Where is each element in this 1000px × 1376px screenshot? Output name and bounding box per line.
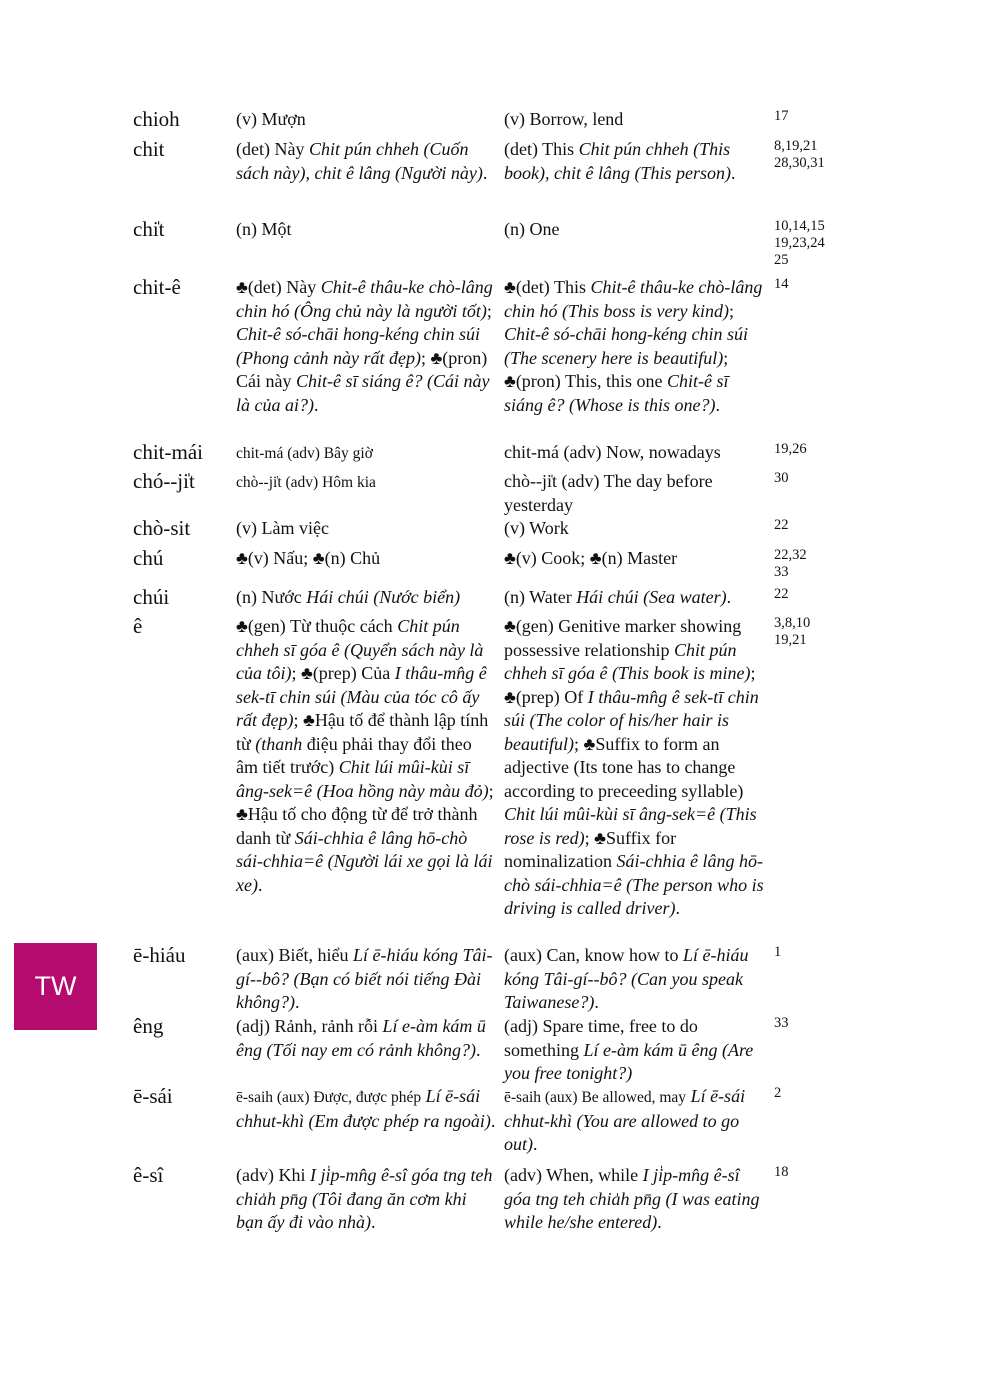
definition-text: ; ♣Hậu tố để thành lập tính từ xyxy=(236,710,489,754)
definition-text: (adj) Rảnh, rảnh rỗi xyxy=(236,1016,383,1036)
example-text: Sái-chhia ê lâng hō-chò sái-chhia=ê (Người lái xe gọi là lái xe) xyxy=(236,827,493,895)
entry-english-definition xyxy=(504,1164,770,1235)
definition-text: . xyxy=(314,394,319,415)
entry-lesson-references: 3,8,10 19,21 xyxy=(774,615,811,648)
definition-text: ; ♣(pron) Cái này xyxy=(236,347,488,391)
definition-text: (adv) When, while xyxy=(504,1165,643,1185)
definition-text: chò--ji̍t (adv) The day before yesterday xyxy=(504,471,713,515)
entry-lesson-references: 8,19,21 28,30,31 xyxy=(774,138,825,171)
entry-headword: ê-sî xyxy=(133,1163,164,1187)
definition-text: ; ♣(prep) Của xyxy=(291,663,395,683)
definition-text: ♣(v) Cook; ♣(n) Master xyxy=(504,548,678,568)
example-text: Lí e-àm kám ū êng (Tối nay em có rảnh không?) xyxy=(236,1016,486,1060)
example-text: (thanh xyxy=(255,733,303,754)
entry-vietnamese-definition xyxy=(236,108,498,132)
entry-lesson-references: 22,32 33 xyxy=(774,547,807,580)
example-text: Chit lúi mûi-kùi sī âng-sek=ê (This rose is red) xyxy=(504,804,757,848)
entry-lesson-references: 22 xyxy=(774,517,789,533)
definition-text: ♣(gen) Từ thuộc cách xyxy=(236,616,398,636)
entry-headword: ē-sái xyxy=(133,1084,173,1108)
entry-vietnamese-definition xyxy=(236,218,498,242)
example-text: Chit-ê só-chāi hong-kéng chin súi (Phong cảnh này rất đẹp) xyxy=(236,324,480,368)
example-text: Hái chúi (Sea water) xyxy=(576,587,727,607)
definition-text: (v) Làm việc xyxy=(236,518,329,538)
example-text: Chit-ê sī siáng ê? (Whose is this one?) xyxy=(504,371,729,415)
example-text: Lí ē-hiáu kóng Tâi-gí--bô? (Bạn có biết nói tiếng Đài không?) xyxy=(236,945,493,1012)
entry-headword: ê xyxy=(133,614,143,638)
definition-text: (n) One xyxy=(504,219,560,239)
entry-english-definition xyxy=(504,276,770,417)
entry-lesson-references: 33 xyxy=(774,1015,789,1031)
entry-vietnamese-definition xyxy=(236,138,498,185)
entry-headword: ē-hiáu xyxy=(133,943,186,967)
definition-text: chit-má (adv) Now, nowadays xyxy=(504,442,721,462)
entry-lesson-references: 19,26 xyxy=(774,441,807,457)
entry-vietnamese-definition xyxy=(236,276,498,417)
entry-headword: chioh xyxy=(133,107,180,131)
entry-lesson-references: 30 xyxy=(774,470,789,486)
definition-text: ♣(v) Nấu; ♣(n) Chủ xyxy=(236,548,381,568)
entry-english-definition xyxy=(504,586,770,610)
entry-lesson-references: 17 xyxy=(774,108,789,124)
entry-lesson-references: 2 xyxy=(774,1085,782,1101)
entry-headword: chó--ji̍t xyxy=(133,469,195,493)
example-text: I thâu-mn̂g ê sek-tī chin súi (Màu của tóc cô ấy rất đẹp) xyxy=(236,663,487,730)
entry-headword: chit xyxy=(133,137,165,161)
definition-text: ; ♣Hậu tố cho động từ để trở thành danh từ xyxy=(236,780,494,848)
definition-text: ; xyxy=(486,300,492,321)
entry-vietnamese-definition xyxy=(236,1164,498,1235)
definition-text: chit-má (adv) Bây giờ xyxy=(236,445,373,462)
definition-text: . xyxy=(475,1039,481,1060)
definition-text: (det) This xyxy=(504,139,579,159)
example-text: Chit lúi mûi-kùi sī âng-sek=ê (Hoa hồng này màu đỏ) xyxy=(236,757,489,801)
entry-vietnamese-definition xyxy=(236,547,498,571)
example-text: Lí ē-sái chhut-khì (Em được phép ra ngoài) xyxy=(236,1086,491,1131)
definition-text: ; ♣(prep) Of xyxy=(504,663,756,707)
definition-text: . xyxy=(657,1212,662,1232)
example-text: Lí e-àm kám ū êng (Are you free tonight?) xyxy=(504,1039,754,1083)
example-text: Chit pún chheh sī góa ê (This book is mine) xyxy=(504,639,751,683)
example-text: I ji̍p-mn̂g ê-sî góa tng teh chia̍h pn̄g (Tôi đang ăn cơm khi bạn ấy đi vào nhà) xyxy=(236,1165,493,1232)
definition-text: . xyxy=(675,898,680,918)
entry-english-definition xyxy=(504,1085,770,1157)
example-text: Chit-ê thâu-ke chò-lâng chin hó (Ông chủ này là người tốt) xyxy=(236,277,493,321)
definition-text: . xyxy=(533,1134,538,1154)
entry-english-definition xyxy=(504,470,770,517)
definition-text: ♣(gen) Genitive marker showing possessive relationship xyxy=(504,616,742,660)
definition-text: ; xyxy=(728,300,734,321)
entry-english-definition xyxy=(504,441,770,465)
entry-english-definition xyxy=(504,138,770,185)
entry-english-definition xyxy=(504,944,770,1015)
entry-vietnamese-definition xyxy=(236,517,498,541)
entry-english-definition xyxy=(504,615,770,921)
entry-lesson-references: 22 xyxy=(774,586,789,602)
entry-vietnamese-definition xyxy=(236,470,498,495)
definition-text: ē-saih (aux) Be allowed, may xyxy=(504,1089,687,1106)
definition-text: (v) Borrow, lend xyxy=(504,109,624,129)
definition-text: (n) Một xyxy=(236,219,292,239)
entry-english-definition xyxy=(504,108,770,132)
entry-lesson-references: 18 xyxy=(774,1164,789,1180)
definition-text: ; ♣(pron) This, this one xyxy=(504,347,729,391)
example-text: Chit-ê thâu-ke chò-lâng chin hó (This boss is very kind) xyxy=(504,277,763,321)
entry-english-definition xyxy=(504,517,770,541)
definition-text: ; ♣Suffix for nominalization xyxy=(504,827,677,871)
example-text: Lí ē-sái chhut-khì (You are allowed to go out) xyxy=(504,1086,746,1154)
entry-headword: chi̍t xyxy=(133,217,165,241)
definition-text: ; ♣Suffix to form an adjective (Its tone has to change according to preceeding syllable) xyxy=(504,733,744,801)
definition-text: chò--ji̍t (adv) Hôm kia xyxy=(236,474,376,491)
definition-text: (n) Nước xyxy=(236,587,307,607)
entry-headword: chit-mái xyxy=(133,440,203,464)
entry-lesson-references: 1 xyxy=(774,944,782,960)
definition-text: . xyxy=(730,162,736,183)
definition-text: (aux) Biết, hiểu xyxy=(236,945,353,965)
entry-lesson-references: 10,14,15 19,23,24 25 xyxy=(774,218,825,268)
example-text: Chit pún chheh (Cuốn sách này), chit ê lâng (Người này) xyxy=(236,139,483,183)
entry-lesson-references: 14 xyxy=(774,276,789,292)
definition-text: . xyxy=(370,1212,376,1232)
entry-vietnamese-definition xyxy=(236,586,498,610)
entry-headword: chú xyxy=(133,546,164,570)
entry-vietnamese-definition xyxy=(236,1085,498,1133)
definition-text: . xyxy=(726,587,732,607)
example-text: Hái chúi (Nước biển) xyxy=(306,587,461,607)
definition-text: (n) Water xyxy=(504,587,577,607)
example-text: Chit pún chheh (This book), chit ê lâng (This person) xyxy=(504,139,731,183)
entry-vietnamese-definition xyxy=(236,944,498,1015)
definition-text: ♣(det) This xyxy=(504,277,591,297)
example-text: I ji̍p-mn̂g ê-sî góa tng teh chia̍h pn̄g (I was eating while he/she entered) xyxy=(504,1165,760,1232)
entry-vietnamese-definition xyxy=(236,441,498,466)
definition-text: . xyxy=(490,1110,496,1131)
definition-text: ē-saih (aux) Được, được phép xyxy=(236,1089,422,1106)
definition-text: (det) Này xyxy=(236,139,309,159)
definition-text: (v) Work xyxy=(504,518,569,538)
entry-vietnamese-definition xyxy=(236,1015,498,1062)
definition-text: . xyxy=(715,394,720,415)
example-text: Lí ē-hiáu kóng Tâi-gí--bô? (Can you speak Taiwanese?) xyxy=(504,945,749,1012)
example-text: Chit-ê sī siáng ê? (Cái này là của ai?) xyxy=(236,371,490,415)
example-text: I thâu-mn̂g ê sek-tī chin súi (The color of his/her hair is beautiful) xyxy=(504,686,759,754)
example-text: Chit-ê só-chāi hong-kéng chin súi (The scenery here is beautiful) xyxy=(504,324,748,368)
definition-text: (aux) Can, know how to xyxy=(504,945,683,965)
entry-english-definition xyxy=(504,218,770,242)
definition-text: ♣(det) Này xyxy=(236,277,321,297)
definition-text: (adj) Spare time, free to do something xyxy=(504,1016,698,1060)
entry-vietnamese-definition xyxy=(236,615,498,897)
entry-headword: êng xyxy=(133,1014,164,1038)
example-text: Chit pún chheh sī góa ê (Quyển sách này là của tôi) xyxy=(236,616,484,683)
entry-headword: chit-ê xyxy=(133,275,181,299)
definition-text: . xyxy=(482,162,488,183)
definition-text: . xyxy=(294,992,300,1012)
definition-text: . xyxy=(594,992,599,1012)
entry-headword: chò-sit xyxy=(133,516,191,540)
definition-text: điệu phải thay đổi theo âm tiết trước) xyxy=(236,733,472,777)
entry-english-definition xyxy=(504,547,770,571)
entry-english-definition xyxy=(504,1015,770,1086)
language-side-tab: TW xyxy=(14,943,97,1030)
definition-text: (v) Mượn xyxy=(236,109,306,129)
example-text: Sái-chhia ê lâng hō-chò sái-chhia=ê (The person who is driving is called driver) xyxy=(504,851,764,918)
entry-headword: chúi xyxy=(133,585,170,609)
definition-text: (adv) Khi xyxy=(236,1165,310,1185)
definition-text: . xyxy=(257,874,263,895)
